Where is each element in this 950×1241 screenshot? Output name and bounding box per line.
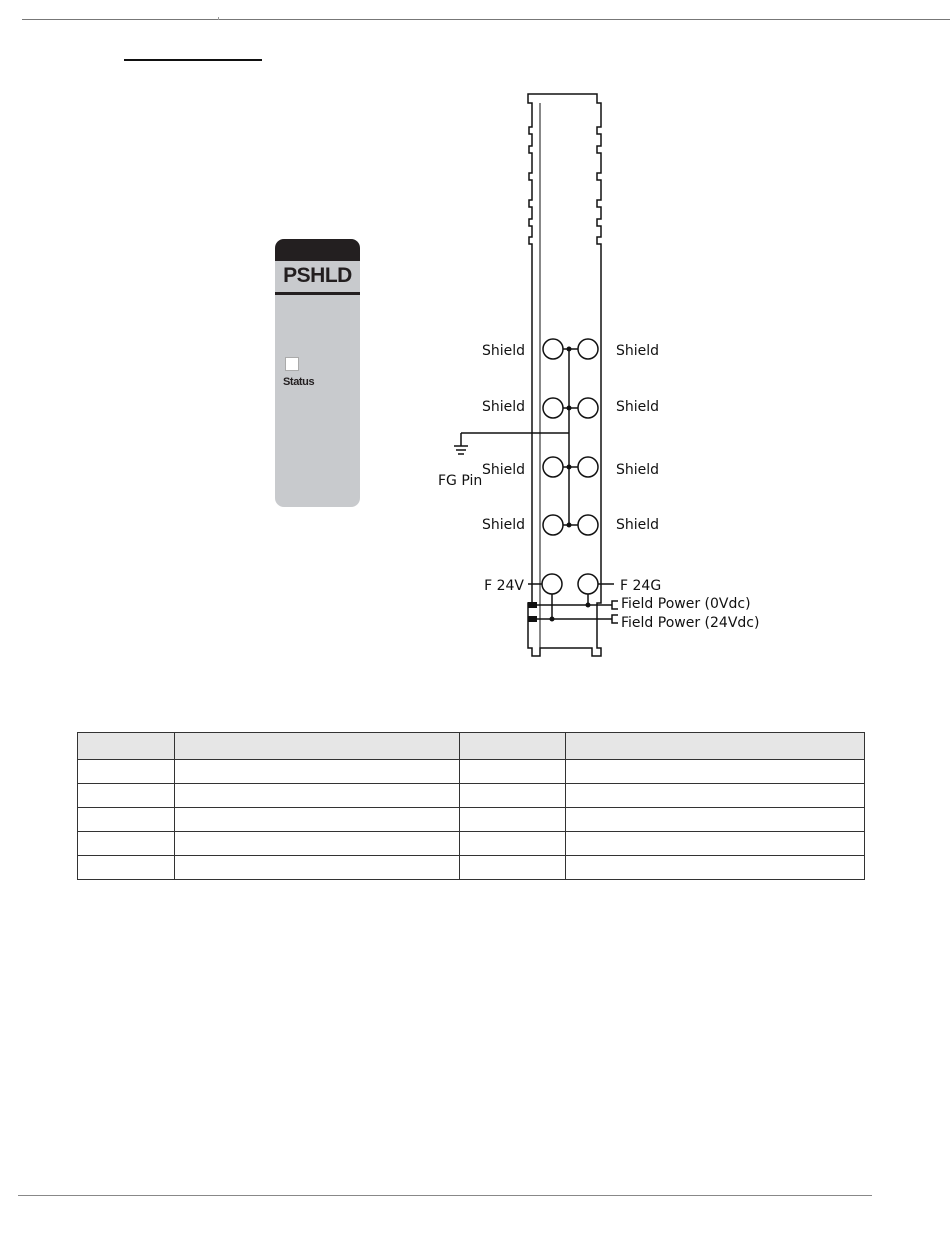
table-cell <box>460 856 566 880</box>
pin-table-header <box>460 733 566 760</box>
shield-label-left-1: Shield <box>481 343 525 359</box>
table-row <box>78 808 865 832</box>
shield-label-left-2: Shield <box>481 399 525 415</box>
table-cell <box>566 760 865 784</box>
fg-pin-label: FG Pin <box>438 473 483 489</box>
pin-table-header <box>566 733 865 760</box>
table-cell <box>566 832 865 856</box>
table-cell <box>175 832 460 856</box>
table-row <box>78 784 865 808</box>
table-cell <box>460 808 566 832</box>
shield-label-right-4: Shield <box>616 517 660 533</box>
table-cell <box>175 856 460 880</box>
table-cell <box>566 856 865 880</box>
table-cell <box>78 856 175 880</box>
terminal-block-outline <box>528 94 601 656</box>
field-power-0v-label: Field Power (0Vdc) <box>621 596 751 612</box>
table-cell <box>566 784 865 808</box>
table-cell <box>175 784 460 808</box>
table-cell <box>460 760 566 784</box>
shield-terminal-r4 <box>578 515 598 535</box>
shield-terminal-l2 <box>543 398 563 418</box>
shield-terminal-l1 <box>543 339 563 359</box>
pin-table-header <box>175 733 460 760</box>
table-cell <box>78 808 175 832</box>
shield-label-right-2: Shield <box>616 399 660 415</box>
table-cell <box>78 784 175 808</box>
f24v-label: F 24V <box>484 578 524 594</box>
shield-terminal-l3 <box>543 457 563 477</box>
shield-terminal-r1 <box>578 339 598 359</box>
shield-terminal-l4 <box>543 515 563 535</box>
pin-table <box>77 732 865 880</box>
pin-table-header <box>78 733 175 760</box>
status-led-label: Status <box>283 376 315 388</box>
table-cell <box>78 760 175 784</box>
table-cell <box>566 808 865 832</box>
shield-label-left-4: Shield <box>481 517 525 533</box>
shield-label-right-1: Shield <box>616 343 660 359</box>
module-title: PSHLD <box>283 264 352 287</box>
table-cell <box>175 808 460 832</box>
f24v-terminal <box>542 574 562 594</box>
field-power-24v-label: Field Power (24Vdc) <box>621 615 760 631</box>
f24g-terminal <box>578 574 598 594</box>
f24g-label: F 24G <box>620 578 662 594</box>
bottom-rule <box>18 1195 872 1196</box>
table-cell <box>460 784 566 808</box>
pin-table-header-row <box>78 733 865 760</box>
table-cell <box>175 760 460 784</box>
shield-label-left-3: Shield <box>481 462 525 478</box>
table-row <box>78 832 865 856</box>
table-row <box>78 760 865 784</box>
table-row <box>78 856 865 880</box>
table-cell <box>460 832 566 856</box>
table-cell <box>78 832 175 856</box>
shield-terminal-r2 <box>578 398 598 418</box>
shield-terminal-r3 <box>578 457 598 477</box>
shield-label-right-3: Shield <box>616 462 660 478</box>
